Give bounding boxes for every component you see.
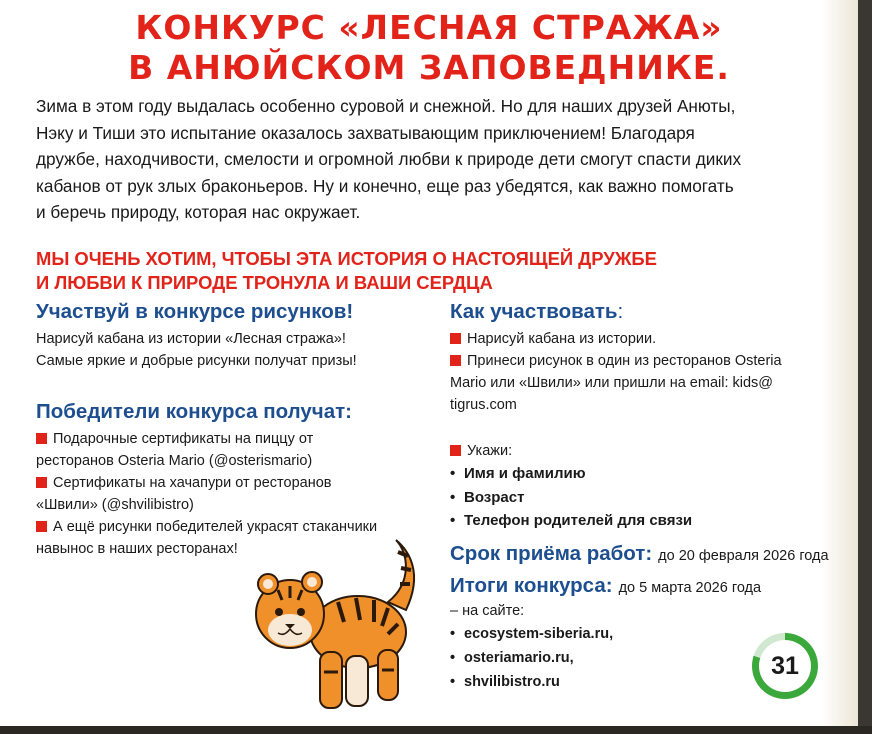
how-step-cont: tigrus.com bbox=[450, 397, 517, 413]
bottom-bar bbox=[0, 726, 872, 734]
page-number-badge bbox=[752, 633, 818, 699]
winner-item-cont: «Швили» (@shvilibistro) bbox=[36, 497, 194, 513]
title-line-1: КОНКУРС «ЛЕСНАЯ СТРАЖА» bbox=[135, 8, 723, 47]
deadline-value: до 20 февраля 2026 года bbox=[658, 548, 829, 564]
on-site-label: – на сайте: bbox=[450, 603, 525, 619]
tiger-cub-icon bbox=[238, 532, 438, 722]
red-square-icon bbox=[450, 333, 461, 344]
contest-text bbox=[36, 328, 436, 372]
contest-line: Нарисуй кабана из истории «Лесная стража»! bbox=[36, 331, 346, 347]
red-square-icon bbox=[450, 445, 461, 456]
sites-list bbox=[450, 622, 750, 694]
contest-heading: Участвуй в конкурсе рисунков! bbox=[36, 300, 354, 323]
winner-item-cont: навынос в наших ресторанах! bbox=[36, 541, 238, 557]
intro-paragraph bbox=[36, 93, 836, 226]
results-value: до 5 марта 2026 года bbox=[618, 580, 762, 596]
how-step: Принеси рисунок в один из ресторанов Osteria bbox=[450, 350, 830, 372]
how-step-cont: Mario или «Швили» или пришли на email: kids@ bbox=[450, 375, 774, 391]
winner-item: Подарочные сертификаты на пиццу от bbox=[36, 428, 436, 450]
contest-line: Самые яркие и добрые рисунки получат призы! bbox=[36, 353, 357, 369]
winner-item: А ещё рисунки победителей украсят стаканчики bbox=[36, 516, 436, 538]
winner-item-cont: ресторанов Osteria Mario (@osterismario) bbox=[36, 453, 313, 469]
specify-label: Укажи: bbox=[450, 440, 830, 462]
slogan-line: МЫ ОЧЕНЬ ХОТИМ, ЧТОБЫ ЭТА ИСТОРИЯ О НАСТОЯЩЕЙ ДРУЖБЕ bbox=[36, 248, 657, 269]
slogan-line: И ЛЮБВИ К ПРИРОДЕ ТРОНУЛА И ВАШИ СЕРДЦА bbox=[36, 272, 493, 293]
winners-heading: Победители конкурса получат: bbox=[36, 400, 352, 423]
site-item: • osteriamario.ru, bbox=[450, 646, 750, 670]
how-steps bbox=[450, 328, 830, 416]
intro-line: и беречь природу, которая нас окружает. bbox=[36, 202, 361, 222]
red-square-icon bbox=[450, 355, 461, 366]
red-square-icon bbox=[36, 521, 47, 532]
how-heading: Как участвовать: bbox=[450, 300, 624, 323]
field-item: • Возраст bbox=[450, 486, 830, 510]
intro-line: Нэку и Тиши это испытание оказалось захватывающим приключением! Благодаря bbox=[36, 122, 695, 143]
results-label: Итоги конкурса: bbox=[450, 574, 613, 597]
field-item: • Имя и фамилию bbox=[450, 462, 830, 486]
intro-line: кабанов от рук злых браконьеров. Ну и конечно, еще раз убедятся, как важно помогать bbox=[36, 175, 734, 196]
how-step: Нарисуй кабана из истории. bbox=[450, 328, 830, 350]
slogan bbox=[36, 247, 796, 295]
intro-line: Зима в этом году выдалась особенно суровой и снежной. Но для наших друзей Анюты, bbox=[36, 96, 736, 116]
sites-block bbox=[450, 600, 750, 694]
red-square-icon bbox=[36, 477, 47, 488]
deadline-label: Срок приёма работ: bbox=[450, 542, 653, 565]
intro-line: дружбе, находчивости, смелости и огромной любви к природе дети смогут спасти диких bbox=[36, 149, 742, 169]
winner-item: Сертификаты на хачапури от ресторанов bbox=[36, 472, 436, 494]
specify-block bbox=[450, 440, 830, 533]
site-item: • shvilibistro.ru bbox=[450, 670, 750, 694]
results bbox=[450, 574, 761, 598]
site-item: • ecosystem-siberia.ru, bbox=[450, 622, 750, 646]
field-item: • Телефон родителей для связи bbox=[450, 509, 830, 533]
title-line-2: В АНЮЙСКОМ ЗАПОВЕДНИКЕ. bbox=[128, 48, 730, 87]
red-square-icon bbox=[36, 433, 47, 444]
page-number: 31 bbox=[759, 640, 811, 692]
deadline bbox=[450, 542, 829, 566]
fields-list bbox=[450, 462, 830, 533]
